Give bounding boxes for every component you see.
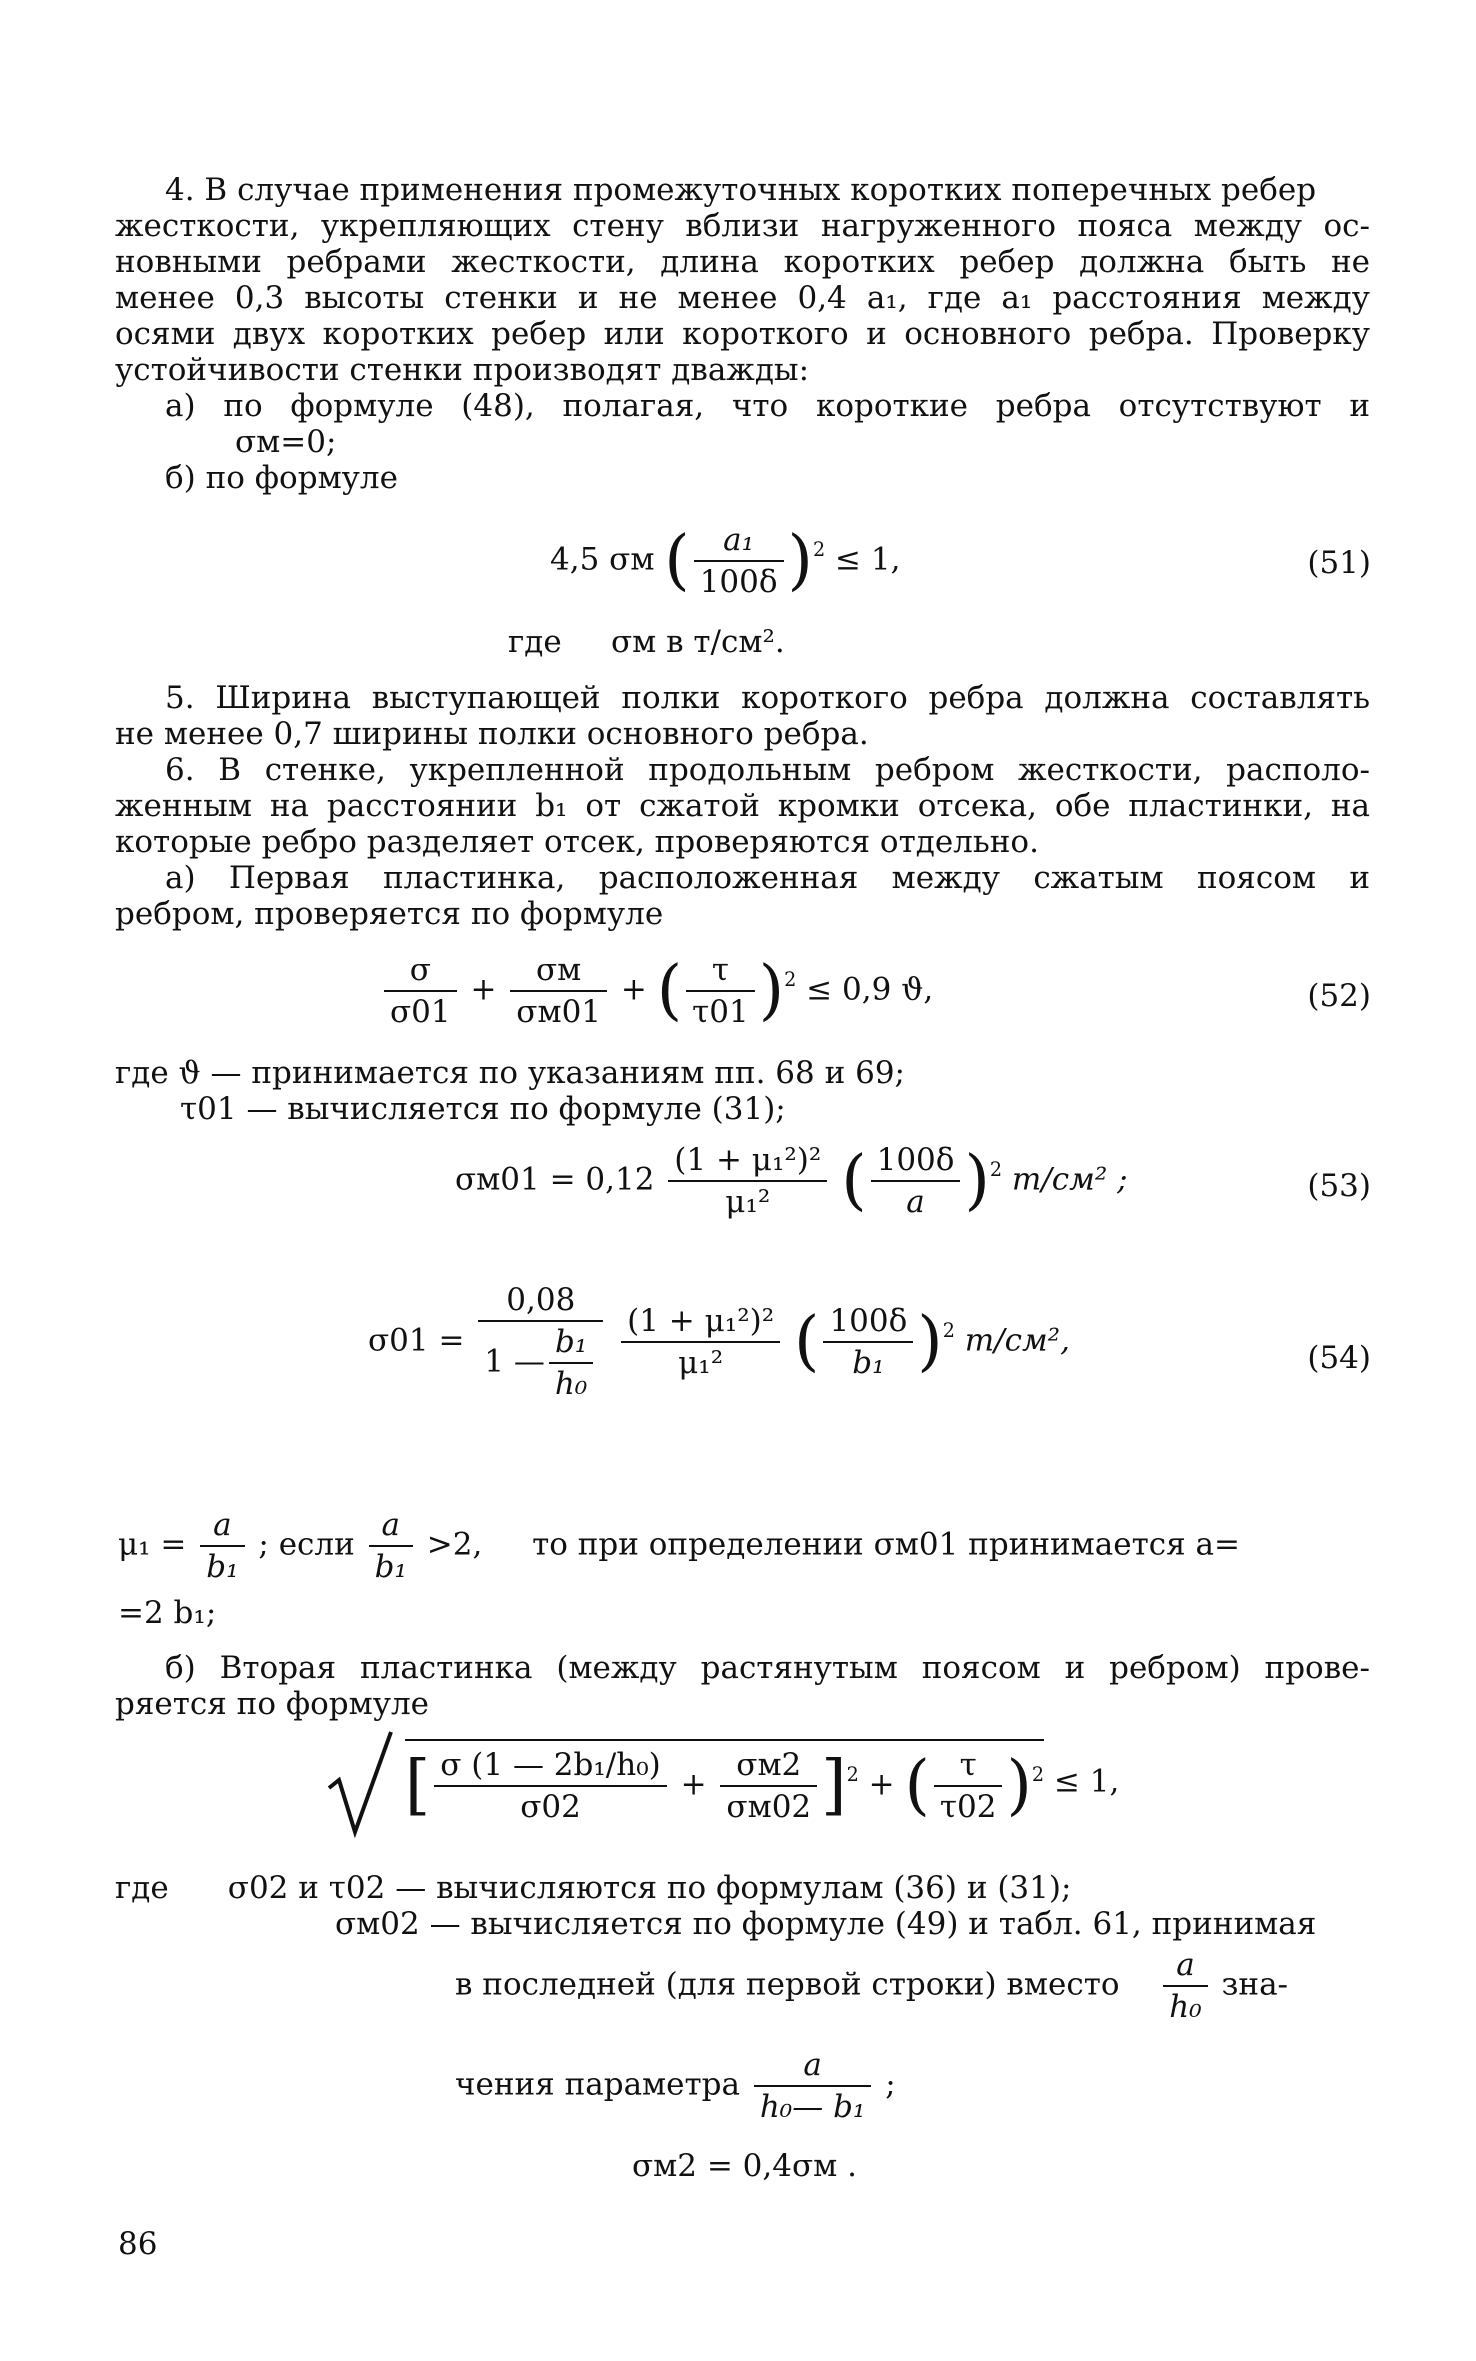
item-6a xyxy=(115,860,1370,932)
text-line: 6. В стенке, укрепленной продольным ребром жесткости, располо- xyxy=(165,752,1370,788)
text-line: новными ребрами жесткости, длина коротких ребер должна быть не xyxy=(115,244,1370,280)
item-6b xyxy=(115,1650,1370,1722)
item-4b xyxy=(115,460,1370,496)
sqrt-sign xyxy=(325,1728,395,1838)
text-line: не менее 0,7 ширины полки основного ребра. xyxy=(115,716,869,752)
text-line: жесткости, укрепляющих стену вблизи нагруженного пояса между ос- xyxy=(115,208,1370,244)
text-line: б) Вторая пластинка (между растянутым поясом и ребром) прове- xyxy=(165,1650,1370,1686)
where2-line4: чения параметра $\frac{a}{\text{h₀— b₁}}$ ; xyxy=(455,2047,896,2125)
equation-53: σм01 = 0,12 $\frac{\text{(1 + μ₁²)²}}{\text{μ₁²}}$ ( $\frac{100\delta}{a}$ )$^2$ т/см² ; xyxy=(455,1142,1128,1220)
equation-number-51: (51) xyxy=(1307,545,1371,581)
text-line: а) по формуле (48), полагая, что короткие ребра отсутствуют и xyxy=(165,388,1370,424)
page-number: 86 xyxy=(118,2226,158,2262)
final-equation: σм2 = 0,4σм . xyxy=(632,2148,857,2184)
text-line: менее 0,3 высоты стенки и не менее 0,4 a₁, где a₁ расстояния между xyxy=(115,280,1370,316)
eq52-where xyxy=(115,1055,1370,1127)
paragraph-5 xyxy=(115,680,1370,752)
text-line: где ϑ — принимается по указаниям пп. 68 и 69; xyxy=(115,1055,906,1091)
text-line: 4. В случае применения промежуточных коротких поперечных ребер xyxy=(165,172,1317,208)
equation-number-53: (53) xyxy=(1307,1168,1371,1204)
paragraph-6 xyxy=(115,752,1370,860)
equation-number-52: (52) xyxy=(1307,978,1371,1014)
equation-52: $\frac{\sigma}{\sigma 01}$ + $\frac{\sigma м}{\sigma м01}$ + ( $\frac{\tau}{\tau 01}$ )$^2$ ≤ 0,9 ϑ, xyxy=(380,950,933,1032)
text-line: б) по формуле xyxy=(165,460,398,496)
text-line: осями двух коротких ребер или короткого и основного ребра. Проверку xyxy=(115,316,1370,352)
item-4a xyxy=(115,388,1370,460)
where2-line3: в последней (для первой строки) вместо $\frac{a}{\text{h₀}}$ зна- xyxy=(455,1947,1289,2025)
paragraph-4 xyxy=(115,172,1370,388)
eq-lhs: 4,5 σм xyxy=(550,541,655,578)
text-line: устойчивости стенки производят дважды: xyxy=(115,352,810,388)
equation-number-54: (54) xyxy=(1307,1340,1371,1376)
text-line: σм02 — вычисляется по формуле (49) и табл. 61, принимая xyxy=(335,1906,1317,1942)
text-line: женным на расстоянии b₁ от сжатой кромки отсека, обе пластинки, на xyxy=(115,788,1370,824)
radicand: [ $\frac{\text{σ (1 — 2b₁/h₀)}}{\sigma 02}$ + $\frac{\sigma м2}{\sigma м02}$ ]$^2$ + ( $\frac{\tau}{\tau 02}$ )$^2$ xyxy=(405,1739,1044,1827)
equation-51: 4,5 σм ( $\frac{\text{a₁}}{100\delta}$ )$^2$ ≤ 1, xyxy=(550,522,901,600)
text-line: где σ02 и τ02 — вычисляются по формулам (36) и (31); xyxy=(115,1870,1072,1906)
equation-54: σ01 = 0,08 1 — $\frac{\text{b₁}}{\text{h₀}}$ $\frac{\text{(1 + μ₁²)²}}{\text{μ₁²}}$ ( $\frac{100\delta}{\text{b₁}}$ )$^2$ т/см², xyxy=(368,1282,1070,1402)
eq51-where: где σм в т/см². xyxy=(508,624,785,660)
text-line: 5. Ширина выступающей полки короткого ребра должна составлять xyxy=(165,680,1370,716)
eq-rhs: ≤ 1, xyxy=(835,541,901,578)
text-line: а) Первая пластинка, расположенная между сжатым поясом и xyxy=(165,860,1370,896)
text-line: σм=0; xyxy=(235,424,337,460)
text-line: ряется по формуле xyxy=(115,1686,430,1722)
mu-definition: μ₁ = $\frac{a}{\text{b₁}}$ ; если $\frac{a}{\text{b₁}}$ >2, то при определении σм01 принимается a= xyxy=(118,1507,1240,1585)
text-line: которые ребро разделяет отсек, проверяются отдельно. xyxy=(115,824,1039,860)
mu-continuation: =2 b₁; xyxy=(118,1595,217,1631)
where-block-2 xyxy=(115,1870,1370,1942)
equation-sqrt: [ $\frac{\text{σ (1 — 2b₁/h₀)}}{\sigma 02}$ + $\frac{\sigma м2}{\sigma м02}$ ]$^2$ + ( $\frac{\tau}{\tau 02}$ )$^2$ ≤ 1, xyxy=(325,1728,1119,1838)
text-line: ребром, проверяется по формуле xyxy=(115,896,664,932)
eq-fraction: $\frac{\text{a₁}}{100\delta}$ xyxy=(694,520,784,602)
text-line: τ01 — вычисляется по формуле (31); xyxy=(180,1091,786,1127)
